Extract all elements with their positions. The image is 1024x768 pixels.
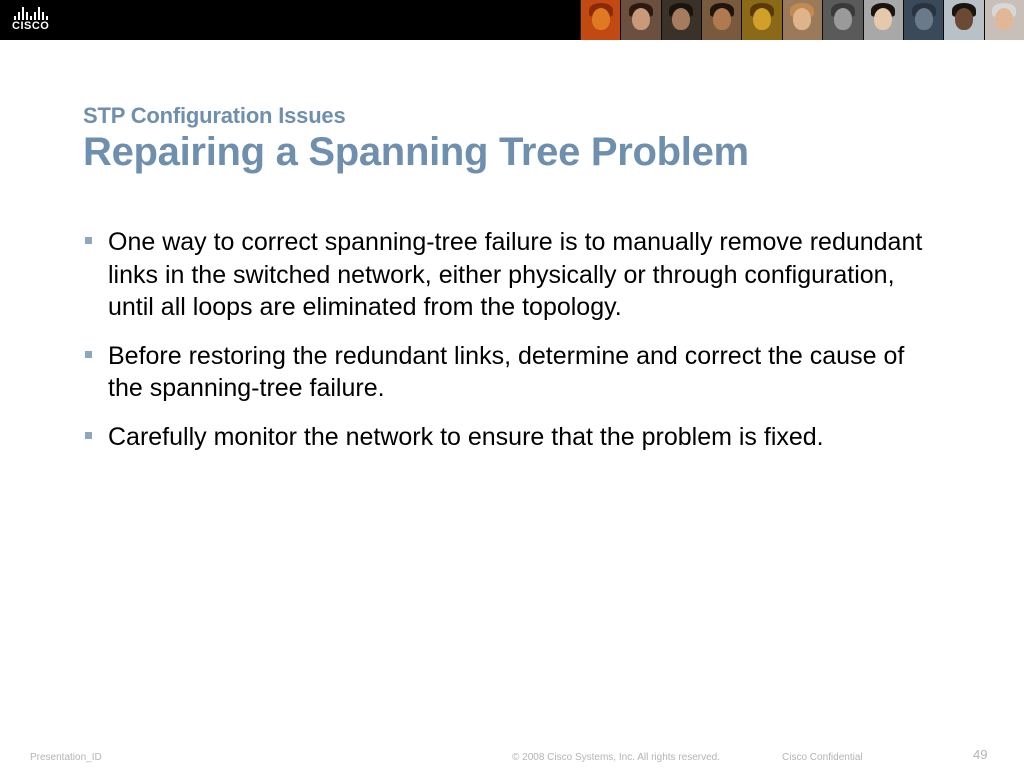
photo-man-cap — [985, 0, 1024, 40]
square-bullet-icon — [85, 237, 92, 244]
photo-woman-tan — [783, 0, 823, 40]
bullet-list — [83, 226, 933, 469]
square-bullet-icon — [85, 432, 92, 439]
cisco-logo-text: CISCO — [12, 20, 50, 32]
bullet-text: Carefully monitor the network to ensure that the problem is fixed. — [108, 422, 824, 451]
bullet-item — [83, 340, 933, 405]
page-number: 49 — [973, 747, 988, 762]
photo-man-dark — [944, 0, 984, 40]
bullet-item — [83, 421, 933, 454]
photo-man-smiling — [702, 0, 742, 40]
confidential-label: Cisco Confidential — [782, 752, 863, 763]
photo-woman-asian — [864, 0, 904, 40]
photo-man-portrait — [662, 0, 702, 40]
cisco-logo — [12, 6, 62, 34]
slide-subtitle: STP Configuration Issues — [83, 103, 346, 128]
copyright-text: © 2008 Cisco Systems, Inc. All rights reserved. — [512, 752, 721, 763]
header-bar — [0, 0, 1024, 40]
photo-abstract-orange — [581, 0, 621, 40]
photo-sunflower — [742, 0, 782, 40]
photo-sketch — [823, 0, 863, 40]
cisco-bars-icon — [14, 6, 62, 20]
bullet-text: Before restoring the redundant links, determine and correct the cause of the spanning-tree failure. — [108, 341, 905, 402]
photo-strip — [580, 0, 1024, 40]
bullet-item — [83, 226, 933, 324]
slide-title: Repairing a Spanning Tree Problem — [83, 130, 749, 174]
photo-blue-grey — [904, 0, 944, 40]
photo-woman-smiling — [621, 0, 661, 40]
presentation-id: Presentation_ID — [30, 752, 102, 763]
square-bullet-icon — [85, 351, 92, 358]
bullet-text: One way to correct spanning-tree failure is to manually remove redundant links in the switched network, either physically or through configuration, until all loops are eliminated from the topology. — [108, 228, 923, 321]
